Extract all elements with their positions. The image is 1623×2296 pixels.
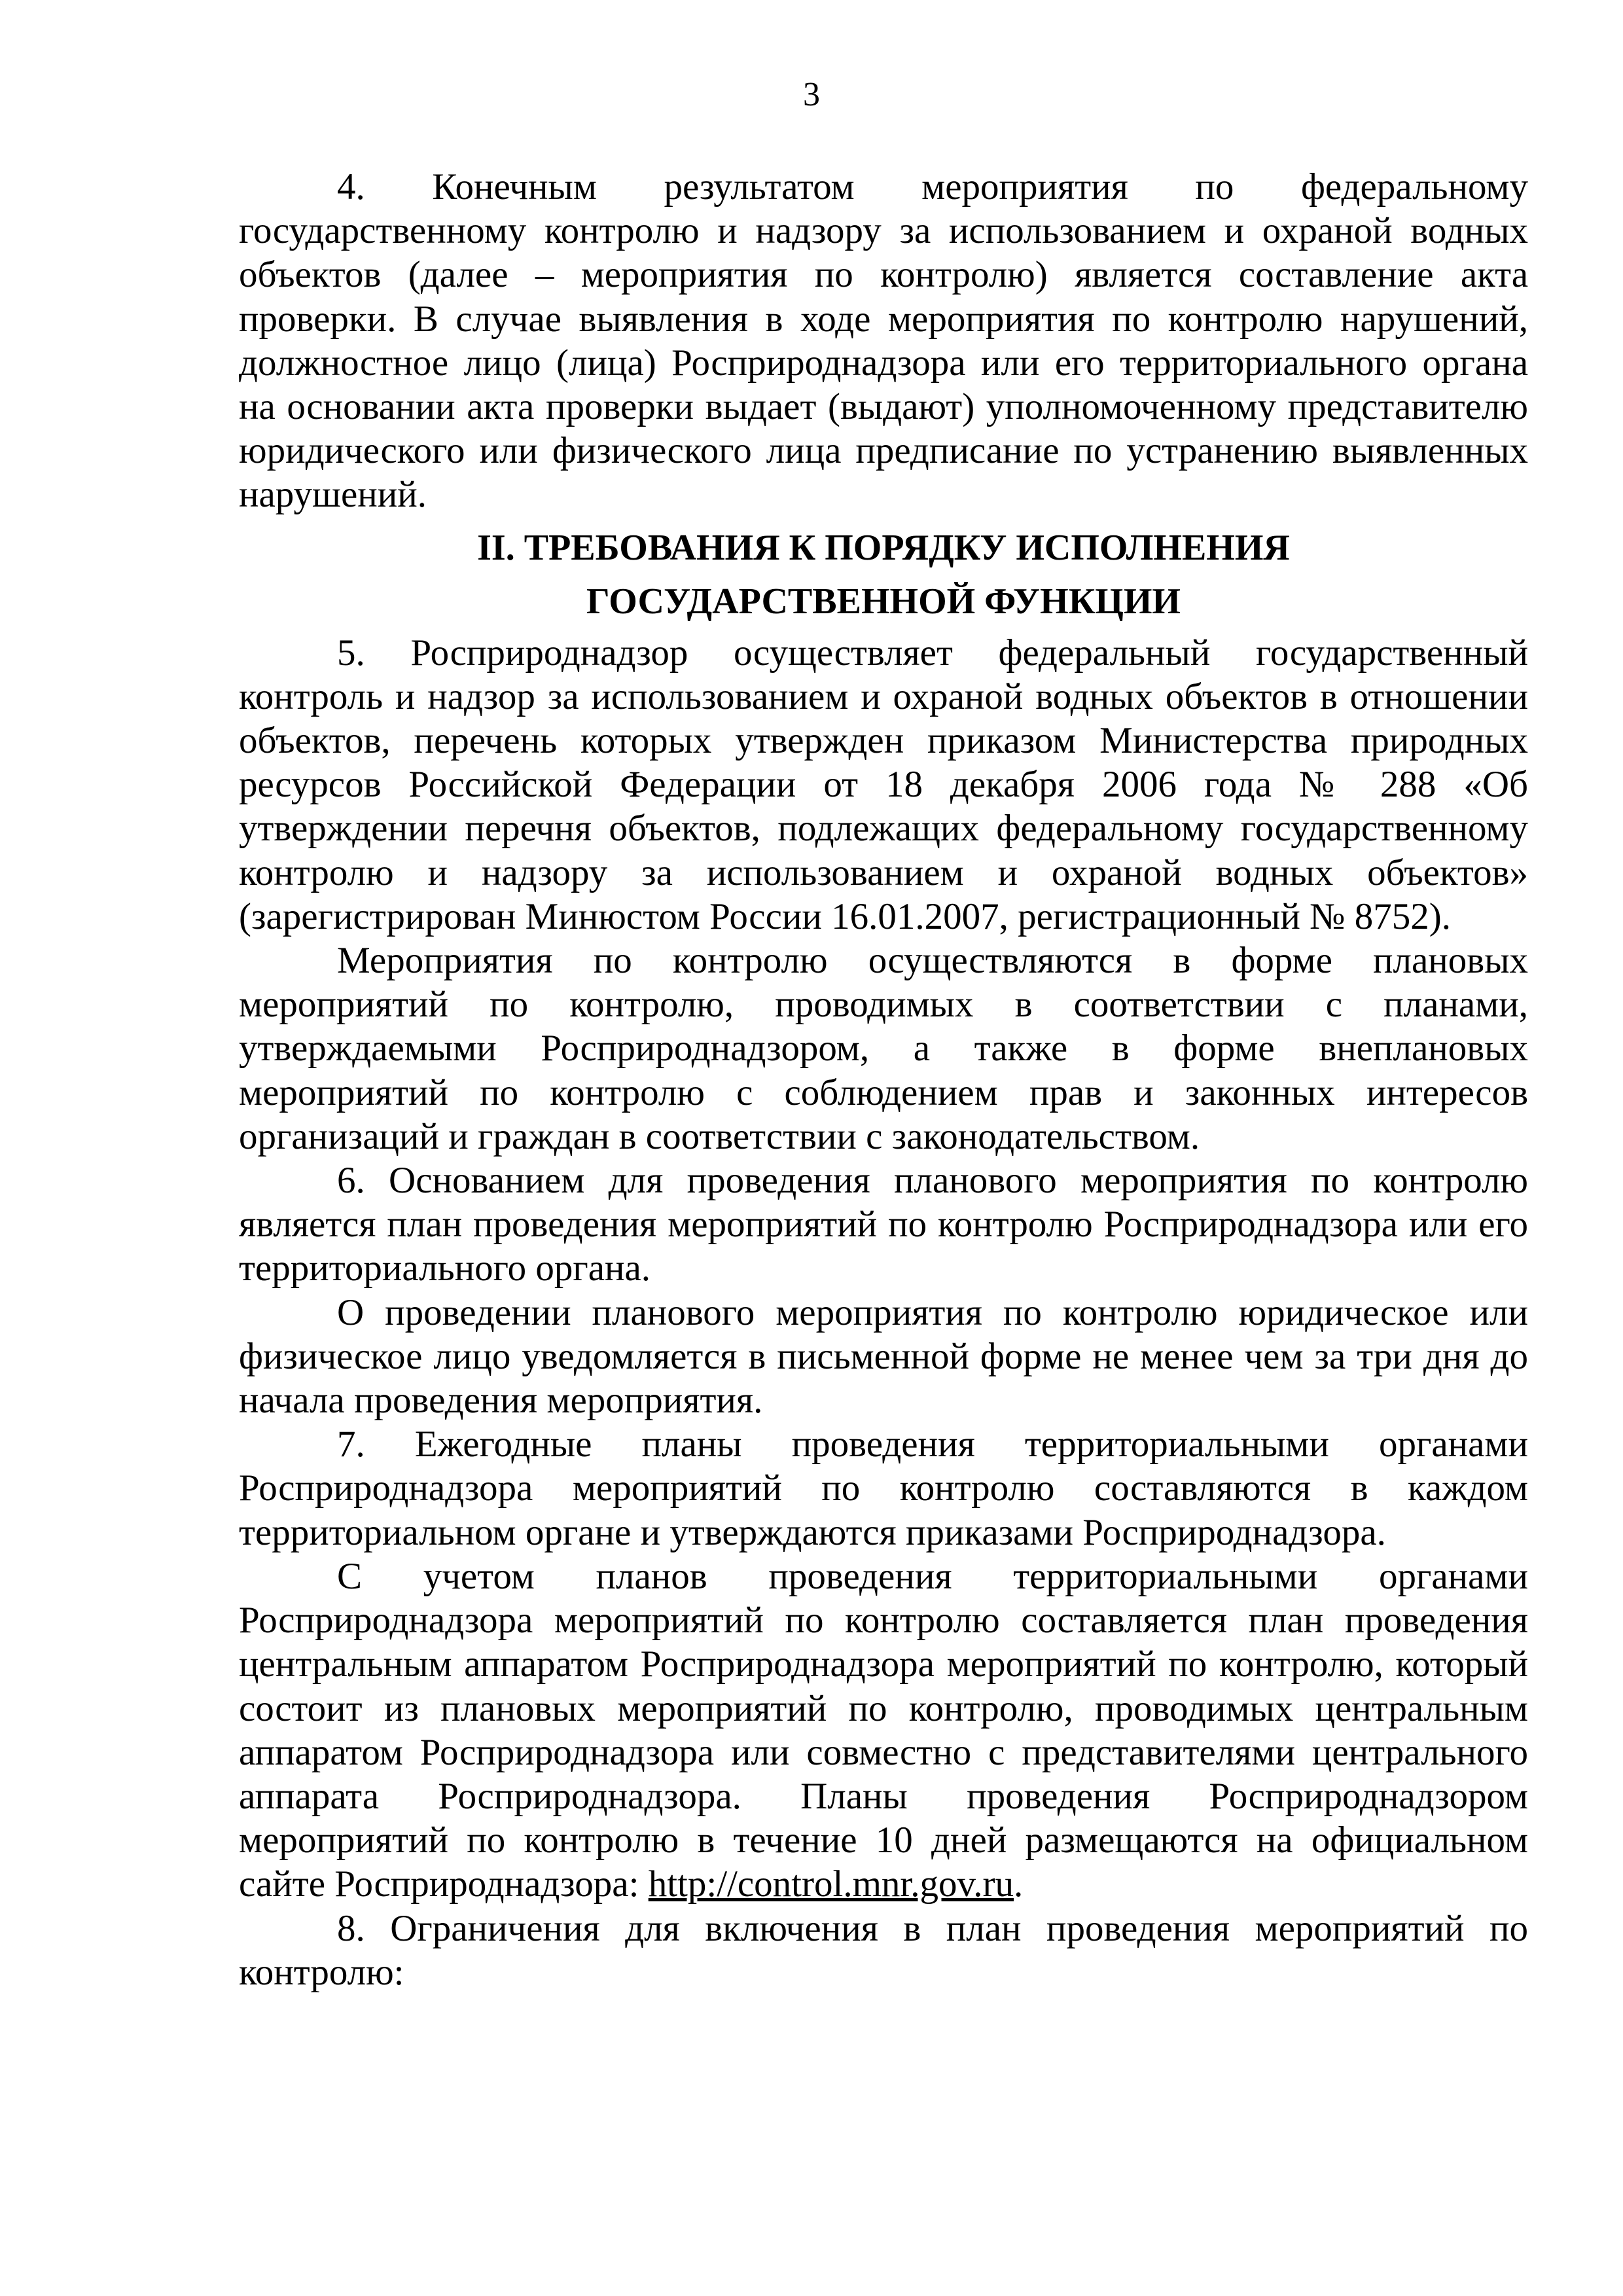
paragraph-6: 6. Основанием для проведения планового мероприятия по контролю является план проведения мероприятий по контролю Росприроднадзора или его территориального органа. [239,1160,1528,1289]
paragraph-6-continued: О проведении планового мероприятия по контролю юридическое или физическое лицо уведомляется в письменной форме не менее чем за три дня до начала проведения мероприятия. [239,1291,1528,1422]
paragraph-5: 5. Росприроднадзор осуществляет федеральный государственный контроль и надзор за использованием и охраной водных объектов в отношении объектов, перечень которых утвержден приказом Министерства природных ресурсов Российской Федерации от 18 декабря 2006 года № 288 «Об утверждении перечня объектов, подлежащих федеральному государственному контролю и надзору за использованием и охраной водных объектов» (зарегистрирован Минюстом России 16.01.2007, регистрационный № 8752). [239,632,1528,937]
page-number: 3 [803,76,820,113]
document-body [239,165,1528,1994]
paragraph-5-continued: Мероприятия по контролю осуществляются в форме плановых мероприятий по контролю, проводимых в соответствии с планами, утверждаемыми Росприроднадзором, а также в форме внеплановых мероприятий по контролю с соблюдением прав и законных интересов организаций и граждан в соответствии с законодательством. [239,940,1528,1157]
paragraph-4: 4. Конечным результатом мероприятия по федеральному государственному контролю и надзору за использованием и охраной водных объектов (далее – мероприятия по контролю) является составление акта проверки. В случае выявления в ходе мероприятия по контролю нарушений, должностное лицо (лица) Росприроднадзора или его территориального органа на основании акта проверки выдает (выдают) уполномоченному представителю юридического или физического лица предписание по устранению выявленных нарушений. [239,166,1528,516]
paragraph-7: 7. Ежегодные планы проведения территориальными органами Росприроднадзора мероприятий по контролю составляются в каждом территориальном органе и утверждаются приказами Росприроднадзора. [239,1424,1528,1553]
official-site-link[interactable]: http://control.mnr.gov.ru [648,1863,1014,1905]
paragraph-7-continued-text: С учетом планов проведения территориальными органами Росприроднадзора мероприятий по контролю составляется план проведения центральным аппаратом Росприроднадзора мероприятий по контролю, который состоит из плановых мероприятий по контролю, проводимых центральным аппаратом Росприроднадзора или совместно с представителями центрального аппарата Росприроднадзора. Планы проведения Росприроднадзором мероприятий по контролю в течение 10 дней размещаются на официальном сайте Росприроднадзора: [239,1555,1528,1905]
paragraph-7-continued [239,1554,1528,1907]
section-heading-line-2: ГОСУДАРСТВЕННОЙ ФУНКЦИИ [586,581,1181,622]
paragraph-8: 8. Ограничения для включения в план проведения мероприятий по контролю: [239,1907,1528,1993]
section-heading [239,528,1528,622]
section-heading-line-1: II. ТРЕБОВАНИЯ К ПОРЯДКУ ИСПОЛНЕНИЯ [477,527,1290,568]
paragraph-7-continued-period: . [1014,1863,1024,1905]
